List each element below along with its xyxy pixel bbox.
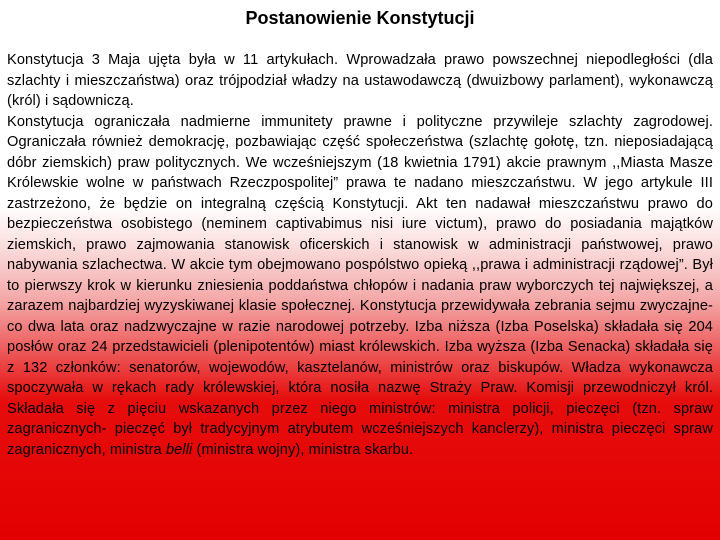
paragraph-articles: Konstytucja 3 Maja ujęta była w 11 artykułach. Wprowadzała prawo powszechnej niepodległości (dla szlachty i mieszczaństwa) oraz trójpodział władzy na ustawodawczą (dwuizbowy parlament), wykonawczą (król) i sądowniczą. [7,52,713,109]
slide-body [7,50,713,460]
paragraph-limitations-ending: (ministra wojny), ministra skarbu. [192,441,414,458]
latin-term-belli: belli [165,441,193,458]
paragraph-limitations [7,112,713,461]
slide-title: Postanowienie Konstytucji [245,8,475,28]
paragraph-limitations-text: Konstytucja ograniczała nadmierne immunitety prawne i polityczne przywileje szlachty zagrodowej. Ograniczała również demokrację, pozbawiając część społeczeństwa (szlachtę gołotę, tzn. nieposiadającą dóbr ziemskich) praw politycznych. We wcześniejszym (18 kwietnia 1791) akcie prawnym ,,Miasta Masze Królewskie wolne w państwach Rzeczpospolitej” prawa te nadano mieszczaństwu. W jego artykule III zastrzeżono, że będzie on integralną częścią Konstytucji. Akt ten nadawał mieszczaństwu prawo do bezpieczeństwa osobistego (neminem captivabimus nisi iure victum), prawo do posiadania majątków ziemskich, prawo zajmowania stanowisk oficerskich i stanowisk w administracji państwowej, prawo nabywania szlachectwa. W akcie tym obejmowano pospólstwo opieką ,,prawa i administracji rządowej”. Był to pierwszy krok w kierunku zniesienia poddaństwa chłopów i nadania praw wyborczych tej największej, a zarazem najbardziej wyzyskiwanej klasie społecznej. Konstytucja przewidywała zebrania sejmu zwyczajne- co dwa lata oraz nadzwyczajne w razie narodowej potrzeby. Izba niższa (Izba Poselska) składała się 204 posłów oraz 24 przedstawicieli (plenipotentów) miast królewskich. Izba wyższa (Izba Senacka) składała się z 132 członków: senatorów, wojewodów, kasztelanów, ministrów oraz biskupów. Władza wykonawcza spoczywała w rękach rady królewskiej, która nosiła nazwę Straży Praw. Komisji przewodniczył król. Składała się z pięciu wskazanych przez niego ministrów: ministra policji, pieczęci (tzn. spraw zagranicznych- pieczęć był tradycyjnym atrybutem wcześniejszych kanclerzy), ministra pieczęci spraw zagranicznych, ministra [7,113,713,458]
